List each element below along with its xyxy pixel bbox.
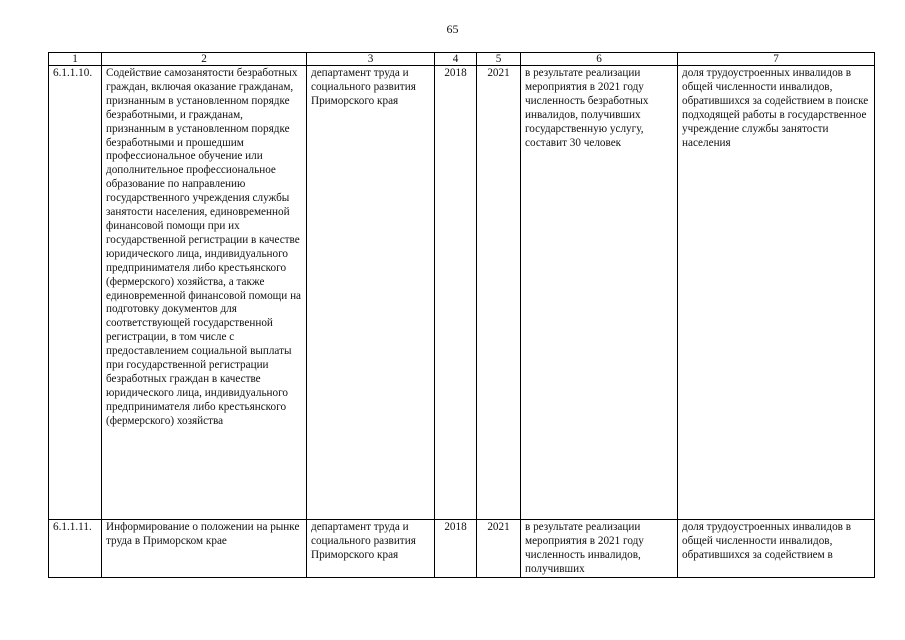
expected-result-cell [521,66,678,520]
year-end: 2021 [487,521,510,533]
measure-description-cell [102,66,307,520]
executor-cell [307,66,435,520]
measure-code-cell [49,66,102,520]
measure-code: 6.1.1.11. [53,521,92,533]
indicator: доля трудоустроенных инвалидов в общей численности инвалидов, обратившихся за содействием в [682,521,852,561]
page-number: 65 [446,22,459,36]
header-row [49,53,875,66]
measure-code-cell [49,520,102,578]
column-header-2: 2 [102,53,307,66]
table-row [49,520,875,578]
measures-table [48,52,875,578]
indicator-cell [678,66,875,520]
executor: департамент труда и социального развития Приморского края [311,67,416,107]
column-header-6: 6 [521,53,678,66]
measure-code: 6.1.1.10. [53,67,93,79]
expected-result: в результате реализации мероприятия в 2021 году численность безработных инвалидов, получивших государственную услугу, составит 30 человек [525,67,649,149]
year-end: 2021 [487,67,510,79]
column-header-7: 7 [678,53,875,66]
measure-description-cell [102,520,307,578]
column-header-4: 4 [435,53,477,66]
year-end-cell [477,66,521,520]
year-end-cell [477,520,521,578]
indicator: доля трудоустроенных инвалидов в общей численности инвалидов, обратившихся за содействием в поиске подходящей работы в государственное учреждение службы занятости населения [682,67,869,149]
column-header-3: 3 [307,53,435,66]
expected-result-cell [521,520,678,578]
executor: департамент труда и социального развития Приморского края [311,521,416,561]
indicator-cell [678,520,875,578]
column-header-1: 1 [49,53,102,66]
year-start: 2018 [444,67,467,79]
expected-result: в результате реализации мероприятия в 2021 году численность инвалидов, получивших [525,521,644,575]
column-header-5: 5 [477,53,521,66]
table-row [49,66,875,520]
executor-cell [307,520,435,578]
year-start-cell [435,520,477,578]
year-start: 2018 [444,521,467,533]
measure-description: Содействие самозанятости безработных граждан, включая оказание гражданам, признанным в установленном порядке безработными, и гражданам, признанным в установленном порядке безработными и прошедшим профессиональное обучение или дополнительное профессиональное образование по направлению государственного учреждения службы занятости населения, единовременной финансовой помощи при их государственной регистрации в качестве юридического лица, индивидуального предпринимателя либо крестьянского (фермерского) хозяйства, а также единовременной финансовой помощи на подготовку документов для соответствующей государственной регистрации, в том числе с предоставлением социальной выплаты при государственной регистрации безработных граждан в качестве юридического лица, индивидуального предпринимателя либо крестьянского (фермерского) хозяйства [106,67,302,427]
year-start-cell [435,66,477,520]
measure-description: Информирование о положении на рынке труда в Приморском крае [106,521,300,547]
